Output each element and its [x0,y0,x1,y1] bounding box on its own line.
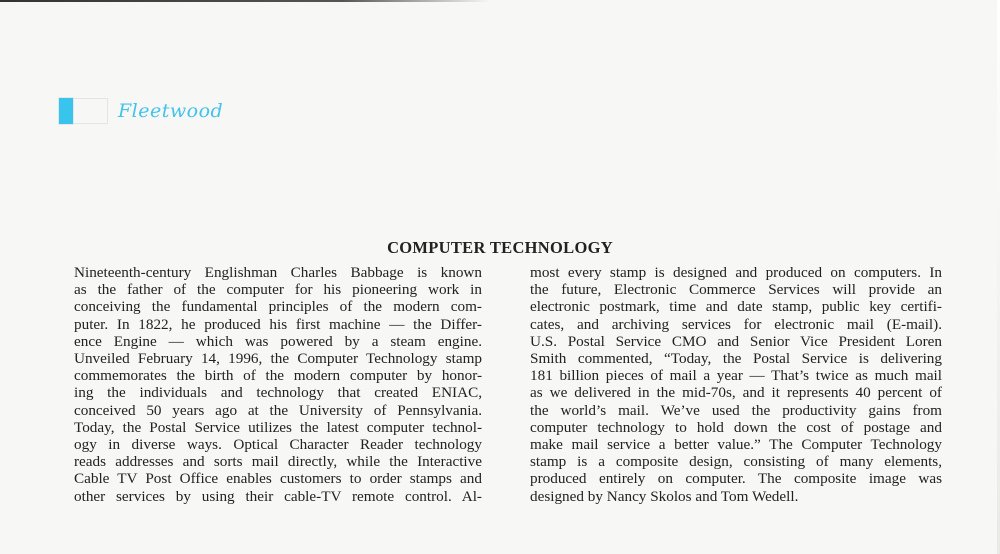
text-line: conceiving the fundamental principles of the modern com- [74,298,482,316]
text-line: ence Engine — which was powered by a steam engine. [74,332,482,350]
text-line: stamp is a composite design, consisting of many elements, [530,453,942,471]
text-line: most every stamp is designed and produced on computers. In [530,264,942,281]
text-line: ogy in diverse ways. Optical Character Reader technology [74,436,482,454]
text-line: 181 billion pieces of mail a year — That’s twice as much mail [530,367,942,385]
text-column-right [530,264,942,505]
text-line: the future, Electronic Commerce Services will provide an [530,281,942,299]
text-line: Unveiled February 14, 1996, the Computer Technology stamp [74,350,482,368]
text-line: cates, and archiving services for electronic mail (E-mail). [530,315,942,333]
logo-frame [74,98,108,124]
page-title: COMPUTER TECHNOLOGY [387,238,613,257]
logo-wordmark: Fleetwood [118,100,224,122]
text-line: commemorates the birth of the modern computer by honor- [74,367,482,385]
text-line: U.S. Postal Service CMO and Senior Vice President Loren [530,332,942,350]
text-line: Smith commented, “Today, the Postal Service is delivering [530,350,942,368]
text-line: Nineteenth-century Englishman Charles Babbage is known [74,264,482,281]
brand-logo [58,97,223,125]
text-line: produced entirely on computer. The composite image was [530,470,942,488]
text-line: as we delivered in the mid-70s, and it represents 40 percent of [530,384,942,402]
text-line: Today, the Postal Service utilizes the latest computer technol- [74,418,482,436]
text-line: make mail service a better value.” The Computer Technology [530,436,942,454]
top-edge-rule [0,0,490,2]
text-line: reads addresses and sorts mail directly, while the Interactive [74,453,482,471]
text-line: designed by Nancy Skolos and Tom Wedell. [530,487,799,505]
text-line: ing the individuals and technology that created ENIAC, [74,384,482,402]
text-line: Cable TV Post Office enables customers to order stamps and [74,470,482,488]
logo-color-block [58,97,74,125]
text-line: computer technology to hold down the cost of postage and [530,418,942,436]
text-line: as the father of the computer for his pioneering work in [74,281,482,299]
text-line: puter. In 1822, he produced his first machine — the Differ- [74,315,482,333]
text-line: the world’s mail. We’ve used the productivity gains from [530,401,942,419]
text-column-left [74,264,482,505]
text-line: other services by using their cable-TV remote control. Al- [74,487,482,505]
text-line: electronic postmark, time and date stamp, public key certifi- [530,298,942,316]
text-line: conceived 50 years ago at the University of Pennsylvania. [74,401,482,419]
